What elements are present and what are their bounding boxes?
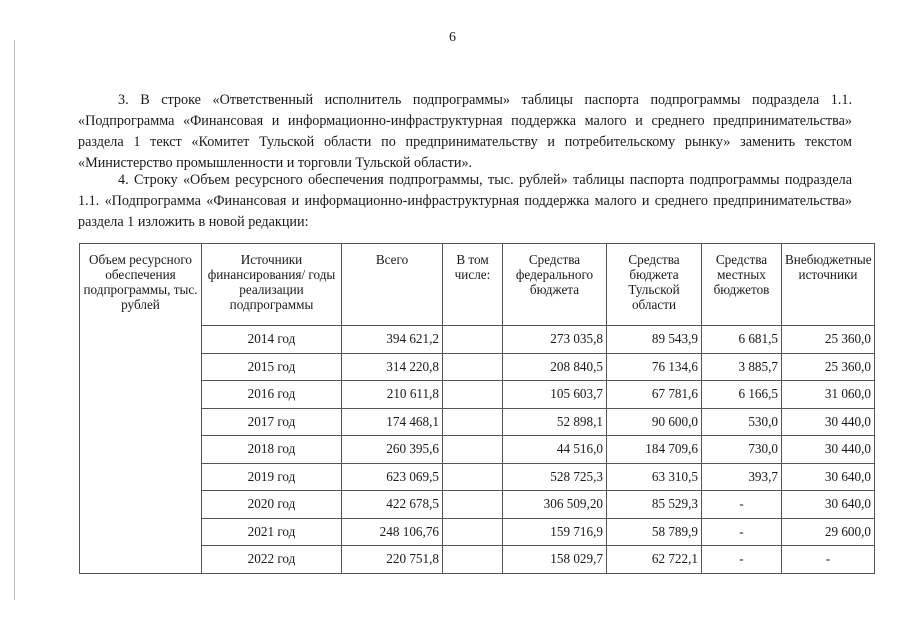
total-cell: 248 106,76 [342,518,443,546]
resource-table [79,243,875,574]
year-cell: 2015 год [202,353,342,381]
extra-cell: 30 440,0 [782,408,875,436]
year-cell: 2017 год [202,408,342,436]
table-header-row [80,244,875,326]
federal-cell: 44 516,0 [503,436,607,464]
local-cell: 393,7 [702,463,782,491]
local-cell: 3 885,7 [702,353,782,381]
federal-cell: 208 840,5 [503,353,607,381]
in-that-cell [443,518,503,546]
federal-cell: 159 716,9 [503,518,607,546]
extra-cell: 25 360,0 [782,353,875,381]
year-cell: 2016 год [202,381,342,409]
regional-cell: 184 709,6 [607,436,702,464]
in-that-cell [443,491,503,519]
year-cell: 2018 год [202,436,342,464]
header-federal: Средства федерального бюджета [503,244,607,326]
local-cell: - [702,546,782,574]
header-local: Средства местных бюджетов [702,244,782,326]
header-total: Всего [342,244,443,326]
regional-cell: 90 600,0 [607,408,702,436]
regional-cell: 85 529,3 [607,491,702,519]
extra-cell: 30 640,0 [782,463,875,491]
local-cell: 530,0 [702,408,782,436]
year-cell: 2020 год [202,491,342,519]
year-cell: 2021 год [202,518,342,546]
local-cell: 6 166,5 [702,381,782,409]
total-cell: 314 220,8 [342,353,443,381]
paragraph-text: 4. Строку «Объем ресурсного обеспечения подпрограммы, тыс. рублей» таблицы паспорта подпрограммы подраздела 1.1. «Подпрограмма «Финансовая и информационно-инфраструктурная поддержка малого и среднего предпринимательства» раздела 1 изложить в новой редакции: [78,172,852,230]
regional-cell: 89 543,9 [607,326,702,354]
extra-cell: - [782,546,875,574]
row-label-cell: Объем ресурсного обеспечения подпрограммы, тыс. рублей [80,244,202,574]
total-cell: 210 611,8 [342,381,443,409]
total-cell: 422 678,5 [342,491,443,519]
paragraph-4 [78,170,852,233]
in-that-cell [443,408,503,436]
extra-cell: 30 440,0 [782,436,875,464]
local-cell: - [702,518,782,546]
extra-cell: 31 060,0 [782,381,875,409]
header-extra: Внебюджетные источники [782,244,875,326]
scan-edge-mark [14,40,15,600]
total-cell: 174 468,1 [342,408,443,436]
year-cell: 2019 год [202,463,342,491]
local-cell: - [702,491,782,519]
year-cell: 2022 год [202,546,342,574]
year-cell: 2014 год [202,326,342,354]
extra-cell: 25 360,0 [782,326,875,354]
extra-cell: 30 640,0 [782,491,875,519]
federal-cell: 306 509,20 [503,491,607,519]
header-in-that: В том числе: [443,244,503,326]
regional-cell: 58 789,9 [607,518,702,546]
federal-cell: 105 603,7 [503,381,607,409]
total-cell: 260 395,6 [342,436,443,464]
federal-cell: 528 725,3 [503,463,607,491]
regional-cell: 63 310,5 [607,463,702,491]
paragraph-3 [78,90,852,174]
paragraph-text: 3. В строке «Ответственный исполнитель подпрограммы» таблицы паспорта подпрограммы подраздела 1.1. «Подпрограмма «Финансовая и информационно-инфраструктурная поддержка малого и среднего предпринимательства» раздела 1 текст «Комитет Тульской области по предпринимательству и потребительскому рынку» заменить текстом «Министерство промышленности и торговли Тульской области». [78,92,852,171]
total-cell: 623 069,5 [342,463,443,491]
regional-cell: 76 134,6 [607,353,702,381]
header-regional: Средства бюджета Тульской области [607,244,702,326]
federal-cell: 52 898,1 [503,408,607,436]
federal-cell: 158 029,7 [503,546,607,574]
in-that-cell [443,381,503,409]
in-that-cell [443,326,503,354]
in-that-cell [443,436,503,464]
local-cell: 6 681,5 [702,326,782,354]
in-that-cell [443,463,503,491]
regional-cell: 62 722,1 [607,546,702,574]
in-that-cell [443,353,503,381]
total-cell: 220 751,8 [342,546,443,574]
header-sources: Источники финансирования/ годы реализации подпрограммы [202,244,342,326]
regional-cell: 67 781,6 [607,381,702,409]
in-that-cell [443,546,503,574]
extra-cell: 29 600,0 [782,518,875,546]
federal-cell: 273 035,8 [503,326,607,354]
local-cell: 730,0 [702,436,782,464]
page-number: 6 [449,30,456,45]
total-cell: 394 621,2 [342,326,443,354]
